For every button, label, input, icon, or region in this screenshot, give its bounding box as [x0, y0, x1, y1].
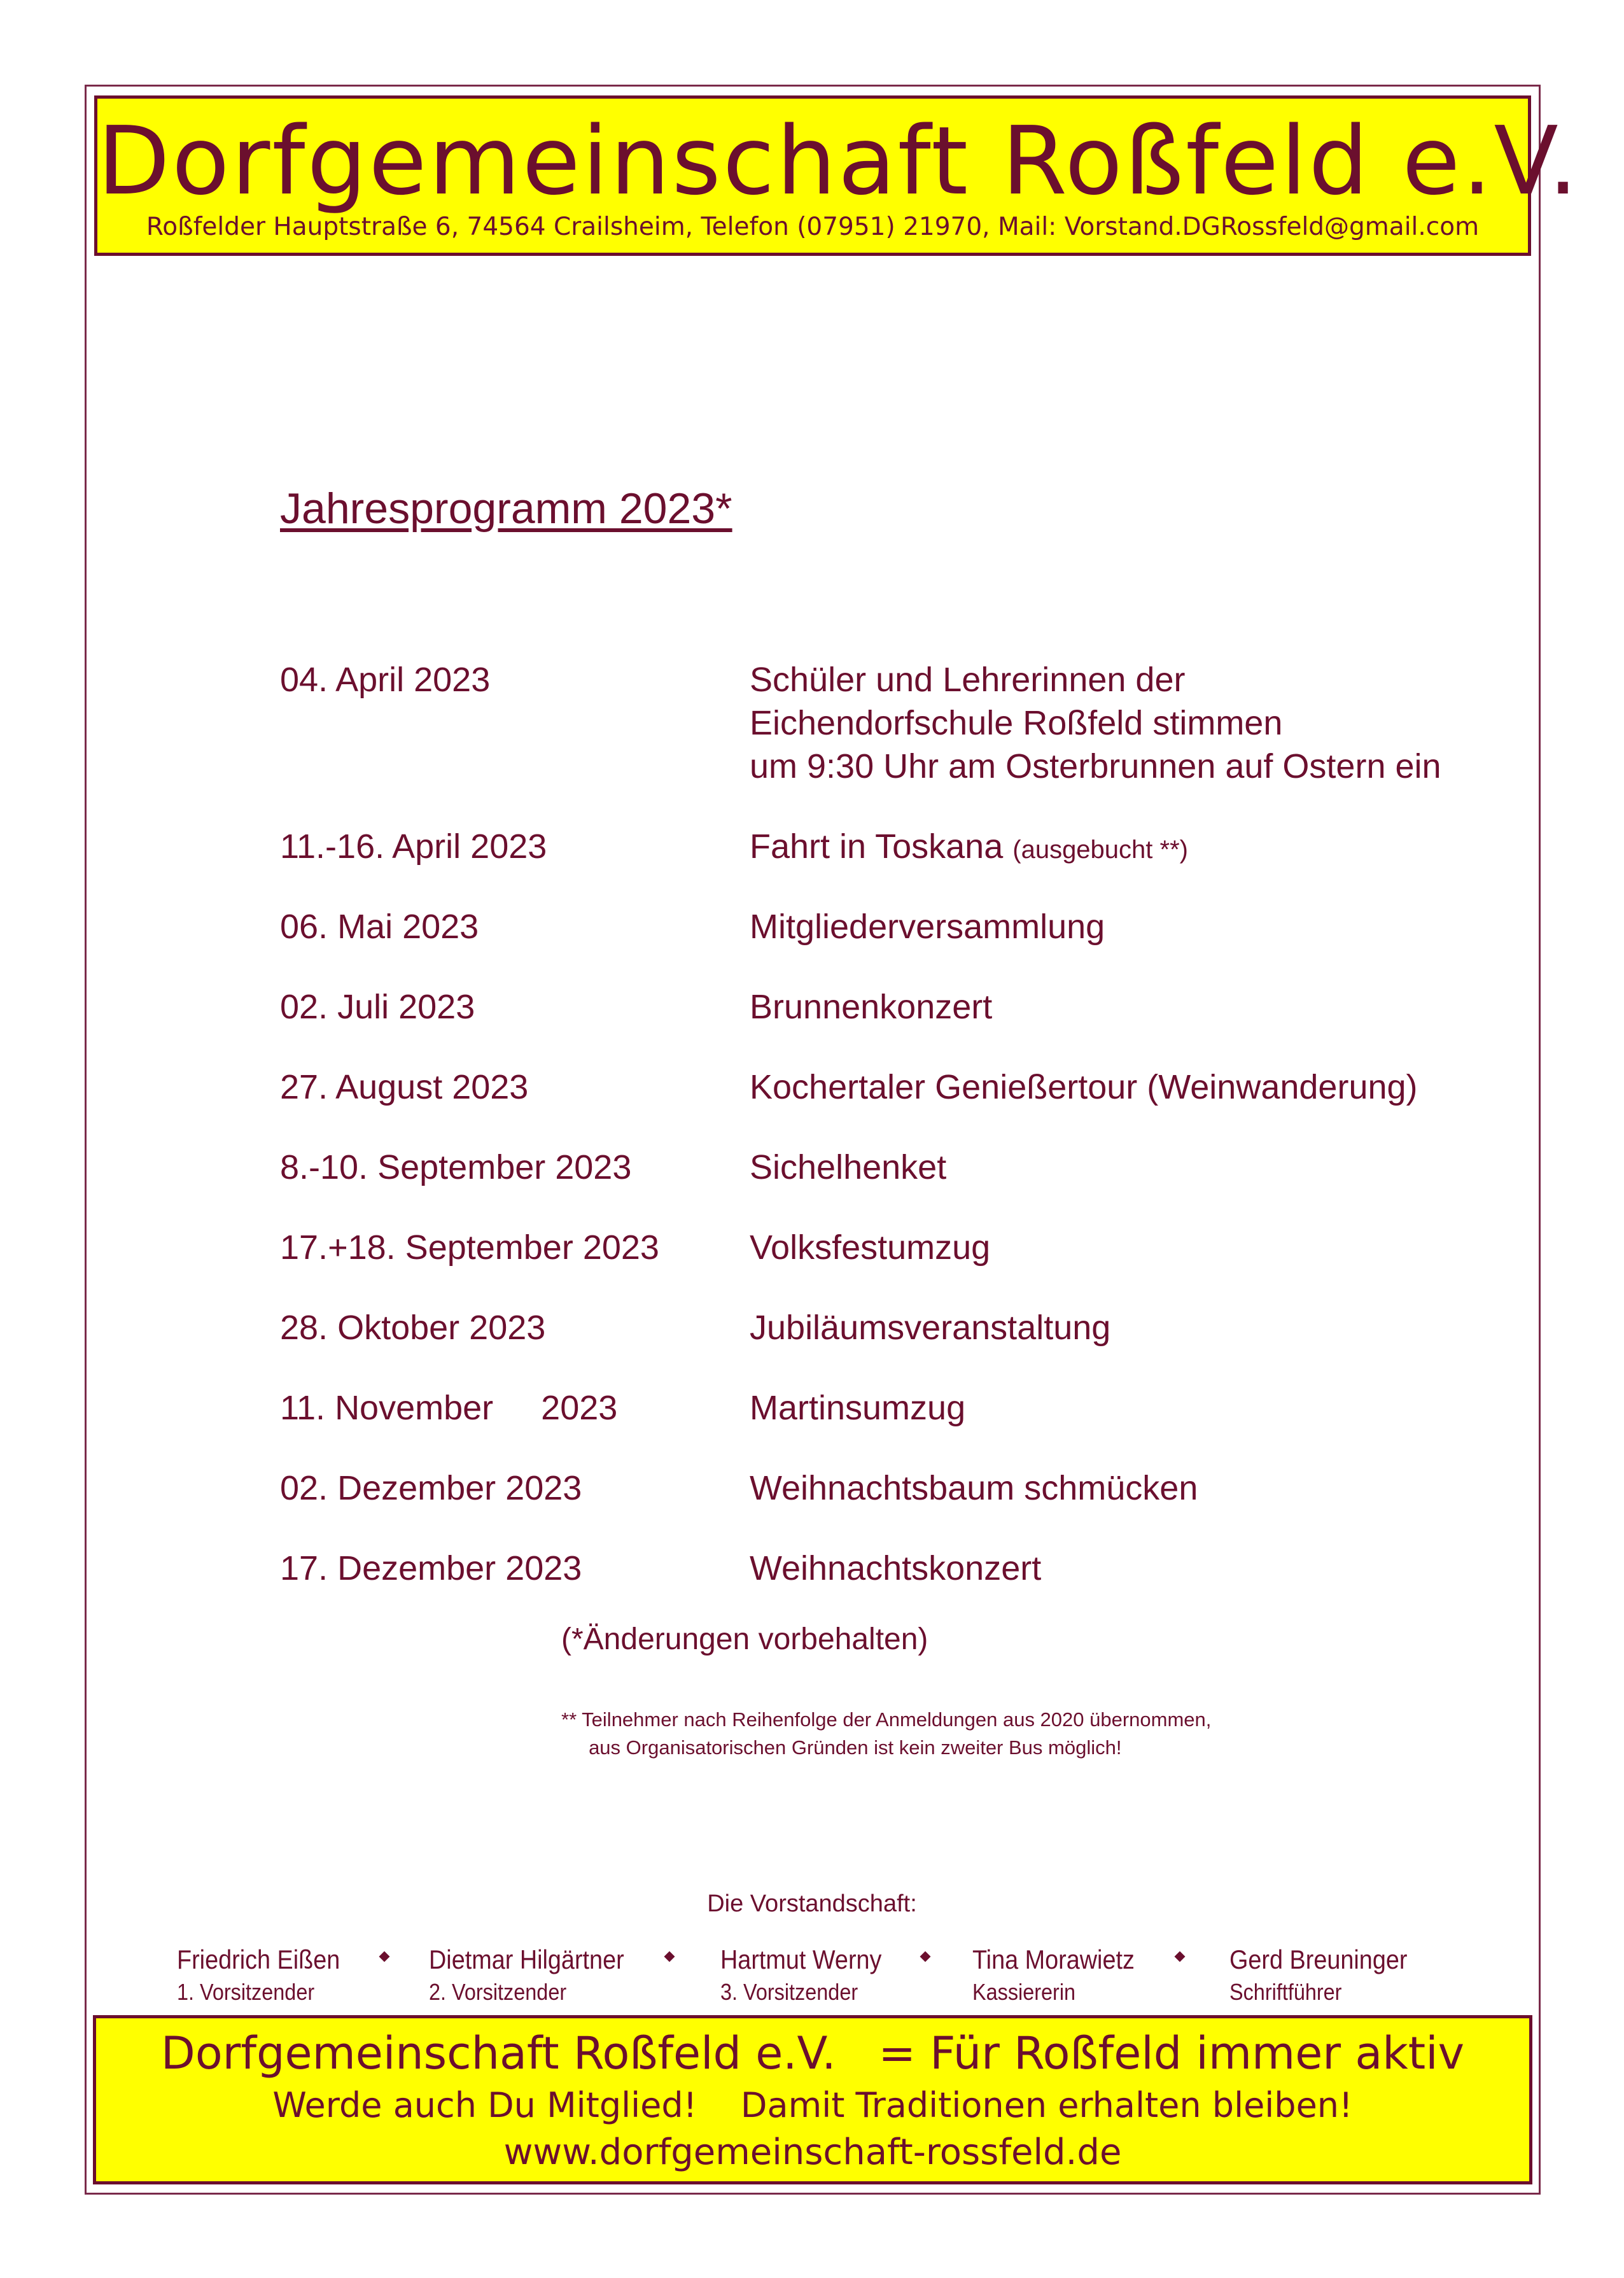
member-role: 1. Vorsitzender	[177, 1979, 315, 2005]
board-member	[1229, 1943, 1407, 2007]
event-desc: Kochertaler Genießertour (Weinwanderung)	[750, 1068, 1418, 1106]
member-role: Kassiererin	[972, 1979, 1076, 2005]
event-desc	[750, 825, 1188, 871]
footer-website-link[interactable]: www.dorfgemeinschaft-rossfeld.de	[503, 2132, 1122, 2173]
footer-slogan: Dorfgemeinschaft Roßfeld e.V. = Für Roßfeld immer aktiv	[160, 2027, 1465, 2079]
event-desc: Jubiläumsveranstaltung	[750, 1309, 1111, 1347]
event-desc-note: (ausgebucht **)	[1012, 836, 1188, 864]
board-member	[720, 1943, 881, 2007]
event-date: 8.-10. September 2023	[280, 1148, 632, 1186]
event-desc: Brunnenkonzert	[750, 988, 993, 1026]
board-member	[429, 1943, 624, 2007]
event-date: 02. Juli 2023	[280, 988, 475, 1026]
club-title: Dorfgemeinschaft Roßfeld e.V.	[97, 106, 1580, 216]
member-role: Schriftführer	[1229, 1979, 1342, 2005]
event-date: 06. Mai 2023	[280, 908, 479, 946]
event-desc: Weihnachtsbaum schmücken	[750, 1469, 1198, 1507]
event-date: 04. April 2023	[280, 661, 491, 699]
event-date: 17. Dezember 2023	[280, 1549, 582, 1587]
event-date: 11. November 2023	[280, 1389, 618, 1427]
footer-banner	[93, 2015, 1532, 2184]
member-name: Hartmut Werny	[720, 1944, 882, 1974]
member-name: Dietmar Hilgärtner	[429, 1944, 624, 1974]
event-date: 28. Oktober 2023	[280, 1309, 546, 1347]
event-desc-line: um 9:30 Uhr am Osterbrunnen auf Ostern ein	[750, 747, 1441, 785]
event-desc: Martinsumzug	[750, 1389, 966, 1427]
member-role: 3. Vorsitzender	[720, 1979, 858, 2005]
member-name: Friedrich Eißen	[177, 1944, 340, 1974]
changes-note: (*Änderungen vorbehalten)	[561, 1622, 928, 1656]
event-date: 11.-16. April 2023	[280, 827, 547, 866]
member-name: Tina Morawietz	[972, 1944, 1135, 1974]
event-desc-text: Fahrt in Toskana	[750, 827, 1004, 866]
contact-line: Roßfelder Hauptstraße 6, 74564 Crailsheim, Telefon (07951) 21970, Mail: Vorstand.DGRossfeld@gmail.com	[146, 213, 1480, 241]
program-title: Jahresprogramm 2023*	[280, 484, 732, 533]
event-desc-line: Schüler und Lehrerinnen der	[750, 661, 1186, 699]
event-date: 02. Dezember 2023	[280, 1469, 582, 1507]
event-date: 27. August 2023	[280, 1068, 529, 1106]
header-banner	[94, 95, 1580, 256]
event-desc-line: Eichendorfschule Roßfeld stimmen	[750, 704, 1283, 742]
participants-note: ** Teilnehmer nach Reihenfolge der Anmeldungen aus 2020 übernommen, aus Organisatorischen Gründen ist kein zweiter Bus möglich!	[561, 1708, 1212, 1759]
page-border	[85, 85, 1580, 2195]
event-date: 17.+18. September 2023	[280, 1228, 659, 1267]
event-desc: Volksfestumzug	[750, 1228, 991, 1267]
board-label: Die Vorstandschaft:	[707, 1890, 917, 1917]
event-desc: Sichelhenket	[750, 1148, 947, 1186]
event-desc: Weihnachtskonzert	[750, 1549, 1042, 1587]
member-name: Gerd Breuninger	[1229, 1944, 1408, 1974]
event-desc: Mitgliederversammlung	[750, 908, 1105, 946]
member-role: 2. Vorsitzender	[429, 1979, 567, 2005]
board-member	[972, 1943, 1135, 2007]
footer-membership-call: Werde auch Du Mitglied! Damit Traditionen erhalten bleiben!	[272, 2085, 1353, 2125]
board-member	[177, 1943, 340, 2007]
